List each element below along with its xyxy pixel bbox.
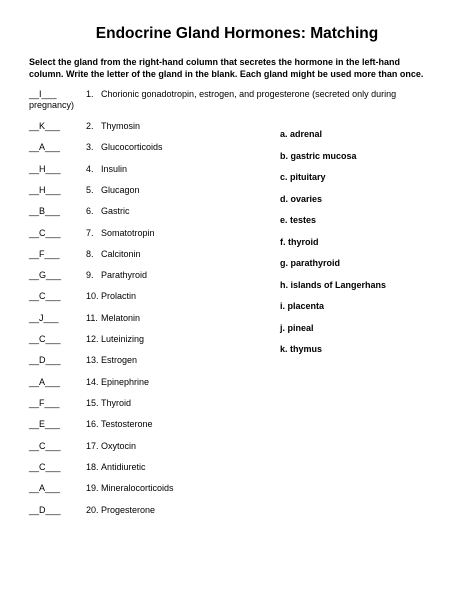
- hormone-name: Epinephrine: [101, 377, 150, 387]
- hormone-name: Calcitonin: [101, 249, 141, 259]
- hormone-name: Insulin: [101, 164, 128, 174]
- answer-blank[interactable]: __G___: [29, 270, 62, 280]
- hormone-name: Luteinizing: [101, 334, 145, 344]
- answer-blank[interactable]: __A___: [29, 142, 61, 152]
- question-number: 6.: [86, 206, 94, 216]
- question-number: 15.: [86, 398, 99, 408]
- question-number: 16.: [86, 419, 99, 429]
- gland-item-ovaries: d. ovaries: [280, 193, 323, 204]
- question-number: 20.: [86, 505, 99, 515]
- hormone-name: Parathyroid: [101, 270, 148, 280]
- gland-item-placenta: i. placenta: [280, 301, 325, 311]
- hormone-name: Estrogen: [101, 355, 138, 365]
- answer-blank[interactable]: __C___: [29, 462, 61, 472]
- question-number: 17.: [86, 441, 99, 451]
- gland-item-parathyroid: g. parathyroid: [280, 258, 341, 268]
- question-number: 4.: [86, 164, 94, 174]
- gland-item-pituitary: c. pituitary: [280, 172, 326, 182]
- gland-item-thymus: k. thymus: [280, 344, 323, 354]
- hormone-name: Glucocorticoids: [101, 142, 163, 152]
- question-number: 8.: [86, 249, 94, 259]
- gland-item-testes: e. testes: [280, 215, 317, 225]
- hormone-name: Thymosin: [101, 121, 141, 131]
- instructions-line-2: column. Write the letter of the gland in the blank. Each gland might be used more than once.: [29, 69, 424, 79]
- answer-blank[interactable]: __F___: [29, 398, 60, 408]
- hormone-name: Antidiuretic: [101, 462, 146, 472]
- question-number: 10.: [86, 291, 99, 301]
- answer-blank[interactable]: __D___: [29, 505, 61, 515]
- question-number: 9.: [86, 270, 94, 280]
- hormone-name: Testosterone: [101, 419, 153, 429]
- answer-blank[interactable]: __E___: [29, 419, 61, 429]
- question-number: 7.: [86, 228, 94, 238]
- hormone-name: Progesterone: [101, 505, 156, 515]
- question-number: 11.: [86, 313, 98, 323]
- question-number: 19.: [86, 483, 99, 493]
- hormone-name: Chorionic gonadotropin, estrogen, and progesterone (secreted only during: [101, 89, 397, 99]
- hormone-name: Somatotropin: [101, 228, 155, 238]
- answer-blank[interactable]: __J___: [29, 313, 59, 323]
- answer-blank[interactable]: __A___: [29, 483, 61, 493]
- question-number: 13.: [86, 355, 99, 365]
- page-title: Endocrine Gland Hormones: Matching: [95, 25, 379, 42]
- hormone-name: Mineralocorticoids: [101, 483, 174, 493]
- gland-item-pineal: j. pineal: [280, 322, 314, 333]
- question-number: 12.: [86, 334, 99, 344]
- answer-blank[interactable]: __K___: [29, 121, 61, 131]
- gland-item-gastric-mucosa: b. gastric mucosa: [280, 150, 357, 161]
- hormone-name: Glucagon: [101, 185, 140, 195]
- hormone-name: Melatonin: [101, 313, 141, 323]
- hormone-name: Thyroid: [101, 398, 132, 408]
- answer-blank[interactable]: __F___: [29, 249, 60, 259]
- answer-blank[interactable]: __C___: [29, 291, 61, 301]
- answer-blank[interactable]: __A___: [29, 377, 61, 387]
- question-number: 5.: [86, 185, 94, 195]
- hormone-name-continuation: pregnancy): [29, 100, 75, 110]
- answer-blank[interactable]: __H___: [29, 164, 61, 174]
- answer-blank[interactable]: __I___: [29, 89, 57, 99]
- answer-blank[interactable]: __C___: [29, 334, 61, 344]
- instructions: [29, 56, 459, 80]
- question-number: 2.: [86, 121, 94, 131]
- hormone-name: Gastric: [101, 206, 130, 216]
- gland-item-islands-of-langerhans: h. islands of Langerhans: [280, 279, 387, 290]
- gland-item-thyroid: f. thyroid: [280, 236, 319, 247]
- instructions-line-1: Select the gland from the right-hand column that secretes the hormone in the left-hand: [29, 57, 401, 67]
- question-number: 14.: [86, 377, 99, 387]
- question-number: 3.: [86, 142, 94, 152]
- answer-blank[interactable]: __C___: [29, 228, 61, 238]
- answer-blank[interactable]: __D___: [29, 355, 61, 365]
- answer-blank[interactable]: __H___: [29, 185, 61, 195]
- question-number: 1.: [86, 89, 94, 99]
- question-number: 18.: [86, 462, 99, 472]
- answer-blank[interactable]: __C___: [29, 441, 61, 451]
- gland-item-adrenal: a. adrenal: [280, 129, 323, 139]
- answer-blank[interactable]: __B___: [29, 206, 61, 216]
- hormone-name: Prolactin: [101, 291, 137, 301]
- hormone-name: Oxytocin: [101, 441, 137, 451]
